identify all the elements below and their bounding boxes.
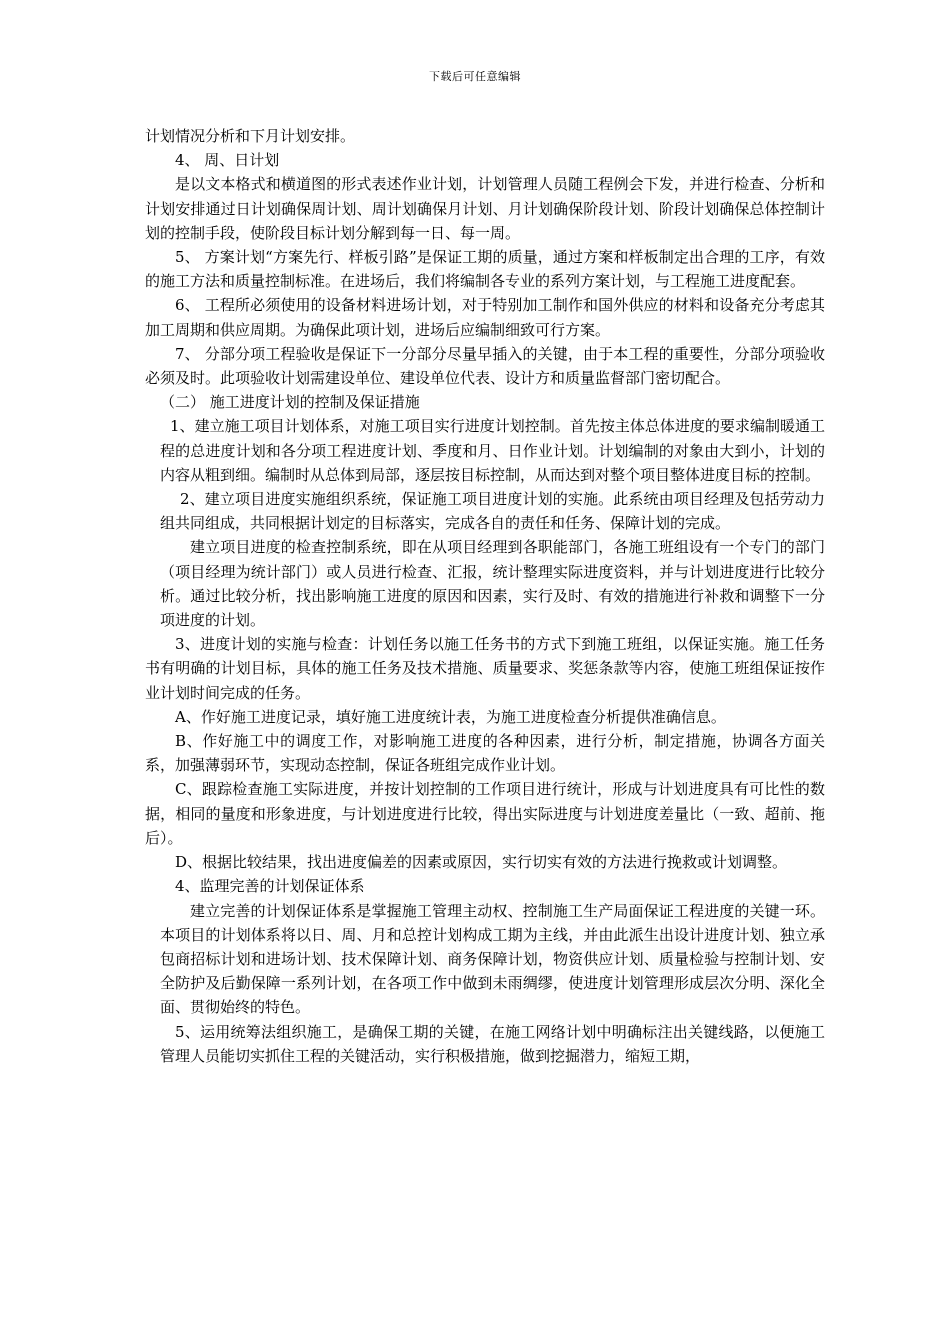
paragraph-guarantee-system: 建立完善的计划保证体系是掌握施工管理主动权、控制施工生产局面保证工程进度的关键一环。本项目的计划体系将以日、周、月和总控计划构成工期为主线，并由此派生出设计进度计划、独立承包商招标计划和进场计划、技术保障计划、商务保障计划，物资供应计划、质量检验与控制计划、安全防护及后勤保障一系列计划，在各项工作中做到未雨绸缪，使进度计划管理形成层次分明、深化全面、贯彻始终的特色。: [160, 901, 825, 1017]
paragraph-weekly-daily-plan: 是以文本格式和横道图的形式表述作业计划，计划管理人员随工程例会下发，并进行检查、分析和计划安排通过日计划确保周计划、周计划确保月计划、月计划确保阶段计划、阶段计划确保总体控制计划的控制手段，使阶段目标计划分解到每一日、每一周。: [145, 175, 825, 242]
list-item-b: B、作好施工中的调度工作，对影响施工进度的各种因素，进行分析，制定措施，协调各方面关系，加强薄弱环节，实现动态控制，保证各班组完成作业计划。: [145, 732, 825, 775]
paragraph-organization-system: 2、建立项目进度实施组织系统，保证施工项目进度计划的实施。此系统由项目经理及包括劳动力组共同组成，共同根据计划定的目标落实，完成各自的责任和任务、保障计划的完成。: [160, 490, 825, 533]
list-item-d: D、根据比较结果，找出进度偏差的因素或原因，实行切实有效的方法进行挽救或计划调整。: [175, 853, 788, 872]
section-heading-2: （二） 施工进度计划的控制及保证措施: [160, 393, 420, 412]
paragraph-scheme-plan: 5、 方案计划“方案先行、样板引路”是保证工期的质量，通过方案和样板制定出合理的工序，有效的施工方法和质量控制标准。在进场后，我们将编制各专业的系列方案计划，与工程施工进度配套。: [145, 248, 825, 291]
heading-guarantee-system: 4、监理完善的计划保证体系: [175, 877, 365, 896]
paragraph-equipment-plan: 6、 工程所必须使用的设备材料进场计划，对于特别加工制作和国外供应的材料和设备充分考虑其加工周期和供应周期。为确保此项计划，进场后应编制细致可行方案。: [145, 296, 825, 339]
list-item-c: C、跟踪检查施工实际进度，并按计划控制的工作项目进行统计，形成与计划进度具有可比性的数据，相同的量度和形象进度，与计划进度进行比较，得出实际进度与计划进度差量比（一致、超前、拖后）。: [145, 780, 825, 847]
heading-weekly-daily-plan: 4、 周、日计划: [175, 151, 280, 170]
paragraph-plan-system: 1、建立施工项目计划体系，对施工项目实行进度计划控制。首先按主体总体进度的要求编制暖通工程的总进度计划和各分项工程进度计划、季度和月、日作业计划。计划编制的对象由大到小，计划的内容从粗到细。编制时从总体到局部，逐层按目标控制，从而达到对整个项目整体进度目标的控制。: [160, 417, 825, 484]
paragraph-critical-path: 5、运用统筹法组织施工，是确保工期的关键，在施工网络计划中明确标注出关键线路，以便施工管理人员能切实抓住工程的关键活动，实行积极措施，做到挖掘潜力，缩短工期，: [160, 1022, 825, 1065]
list-item-a: A、作好施工进度记录，填好施工进度统计表，为施工进度检查分析提供准确信息。: [175, 707, 726, 726]
paragraph-acceptance-plan: 7、 分部分项工程验收是保证下一分部分尽量早插入的关键，由于本工程的重要性，分部分项验收必须及时。此项验收计划需建设单位、建设单位代表、设计方和质量监督部门密切配合。: [145, 344, 825, 388]
paragraph-implementation: 3、进度计划的实施与检查：计划任务以施工任务书的方式下到施工班组，以保证实施。施工任务书有明确的计划目标，具体的施工任务及技术措施、质量要求、奖惩条款等内容，使施工班组保证按作业计划时间完成的任务。: [145, 635, 825, 702]
paragraph-inspection-system: 建立项目进度的检查控制系统，即在从项目经理到各职能部门，各施工班组设有一个专门的部门（项目经理为统计部门）或人员进行检查、汇报，统计整理实际进度资料，并与计划进度进行比较分析。通过比较分析，找出影响施工进度的原因和因素，实行及时、有效的措施进行补救和调整下一分项进度的计划。: [160, 538, 825, 630]
paragraph-continuation: 计划情况分析和下月计划安排。: [145, 127, 356, 145]
document-body: [145, 124, 825, 1068]
page-header: 下载后可任意编辑: [429, 70, 521, 83]
